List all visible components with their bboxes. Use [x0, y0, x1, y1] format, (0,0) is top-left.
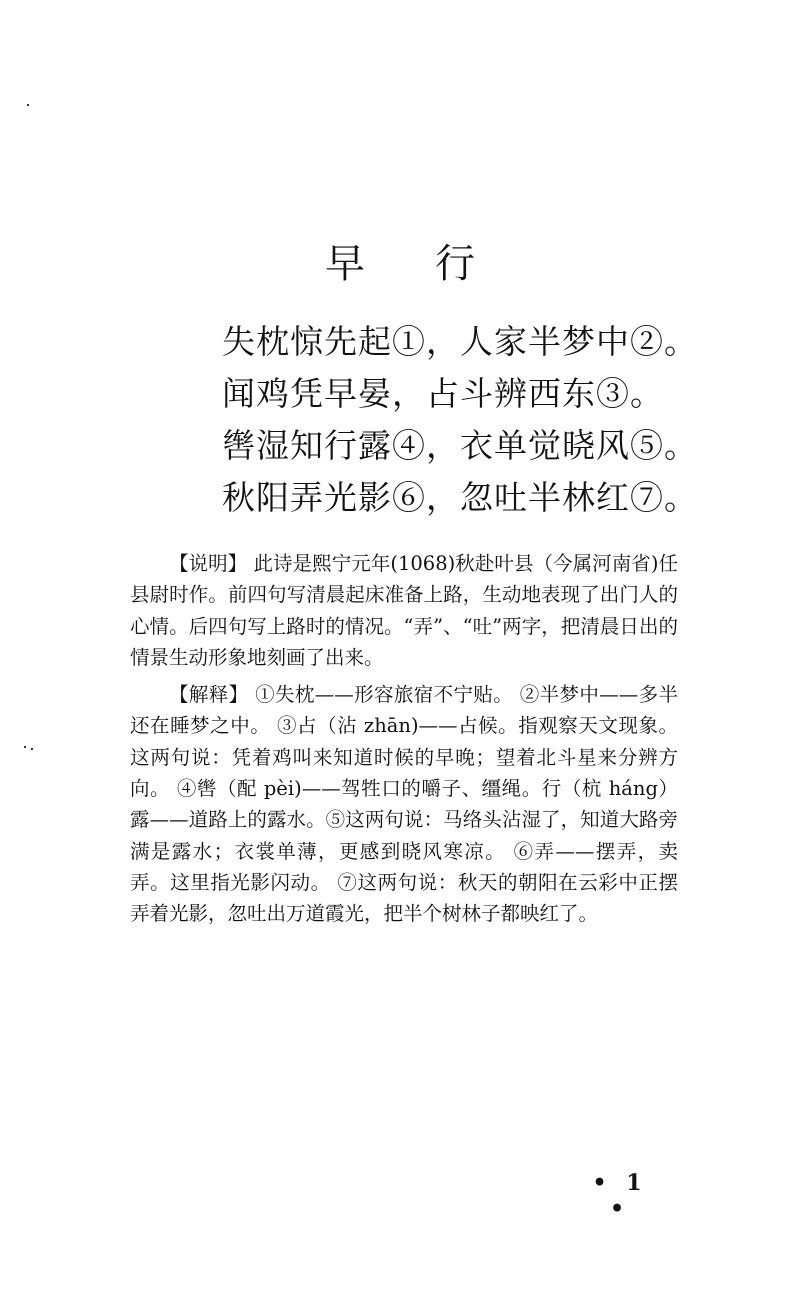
poem-line: 闻鸡凭早晏，占斗辨西东③。: [222, 374, 664, 413]
poem-title-char: 行: [435, 241, 475, 287]
commentary: [130, 548, 678, 930]
poem-title: [0, 232, 800, 289]
poem-line: 失枕惊先起①，人家半梦中②。: [222, 322, 698, 361]
page-number: • 1 •: [592, 1170, 648, 1222]
interpretation-paragraph: 【解释】 ①失枕——形容旅宿不宁贴。 ②半梦中——多半还在睡梦之中。 ③占（沾 zhān)——占候。指观察天文现象。这两句说：凭着鸡叫来知道时候的早晚；望着北斗星来分辨方向。 ④辔（配 pèi)——驾牲口的嚼子、缰绳。行（杭 háng）露——道路上的露水。⑤这两句说：马络头沾湿了，知道大路旁满是露水；衣裳单薄，更感到晓风寒凉。 ⑥弄——摆弄，卖弄。这里指光影闪动。 ⑦这两句说：秋天的朝阳在云彩中正摆弄着光影，忽吐出万道霞光，把半个树林子都映红了。: [130, 683, 678, 926]
poem-line: 秋阳弄光影⑥，忽吐半林红⑦。: [222, 478, 698, 517]
poem-body: [222, 316, 698, 524]
scan-speck: [31, 748, 33, 750]
scan-speck: [24, 746, 26, 748]
scan-speck: [27, 104, 29, 106]
poem-title-char: 早: [325, 241, 365, 287]
explanation-paragraph: 【说明】 此诗是熙宁元年(1068)秋赴叶县（今属河南省)任县尉时作。前四句写清晨起床准备上路，生动地表现了出门人的心情。后四句写上路时的情况。“弄”、“吐”两字，把清晨日出的情景生动形象地刻画了出来。: [130, 552, 678, 669]
poem-line: 辔湿知行露④，衣单觉晓风⑤。: [222, 426, 698, 465]
